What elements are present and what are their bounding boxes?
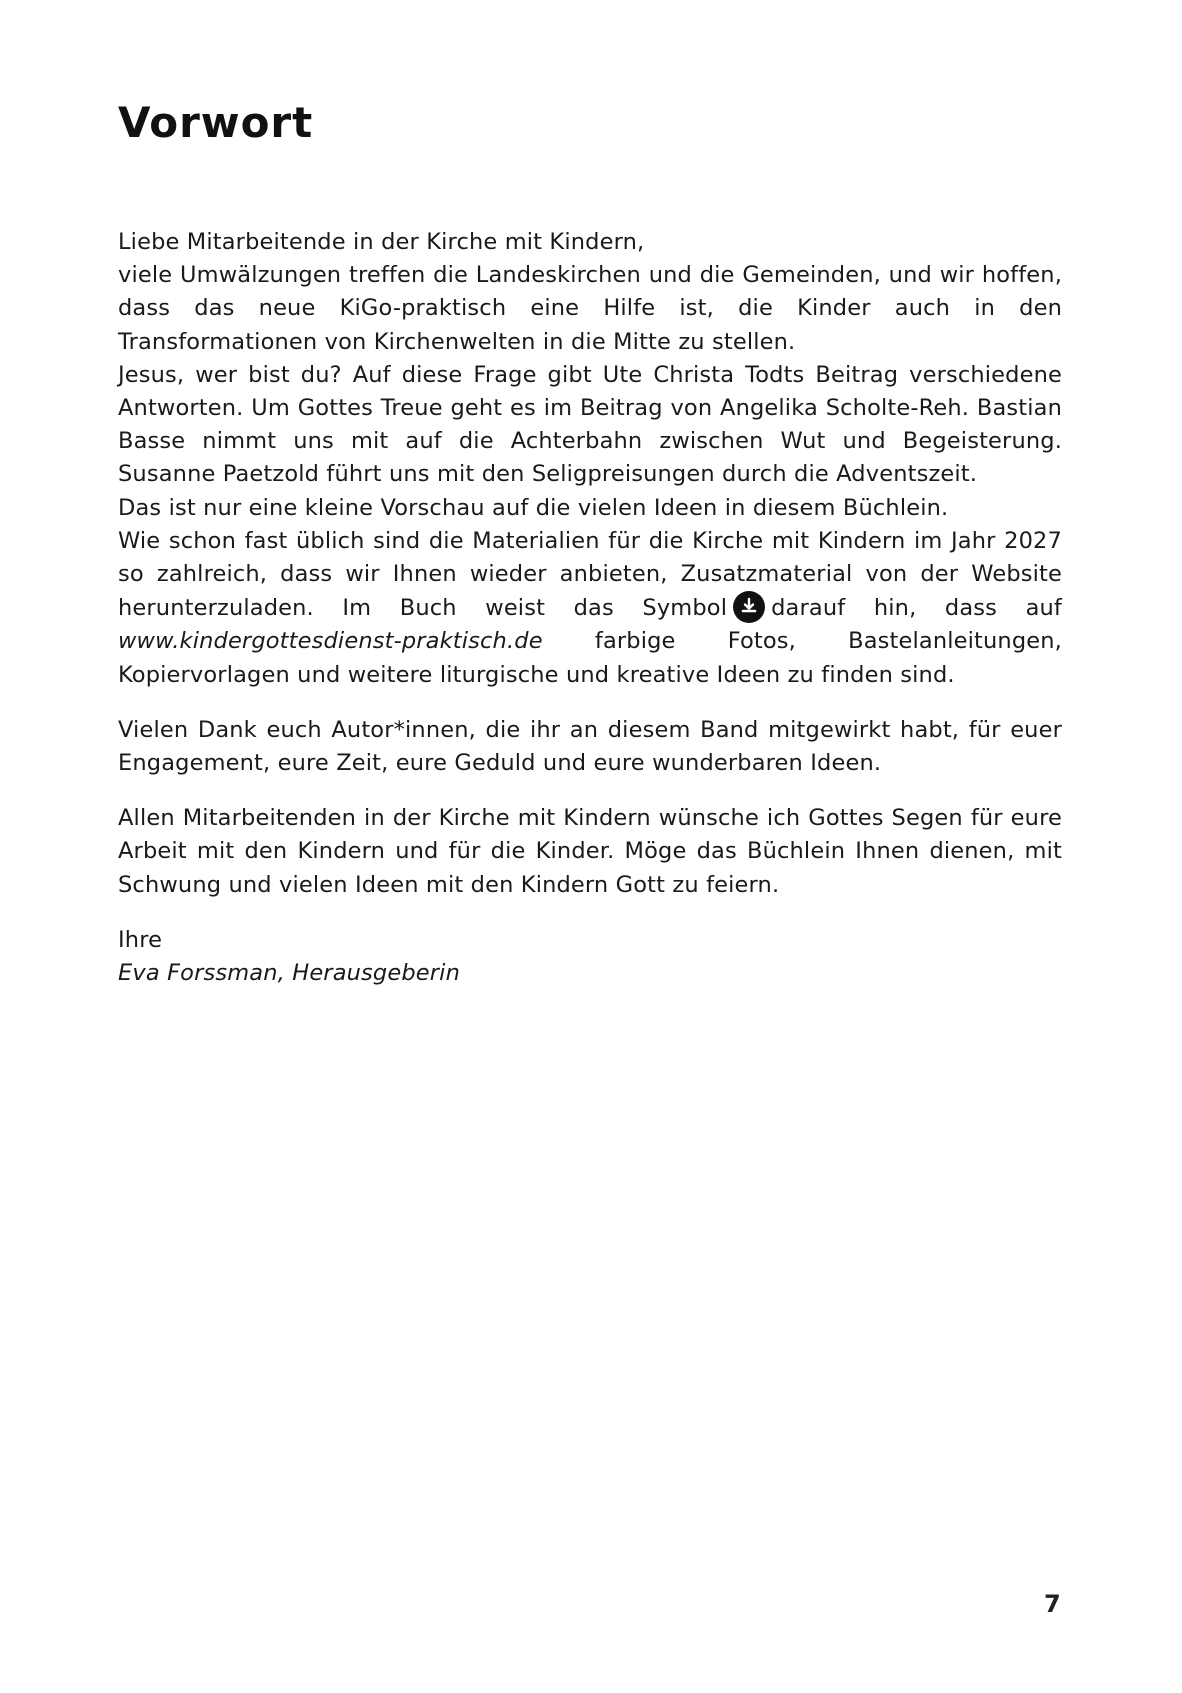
paragraph-blessing: Allen Mitarbeitenden in der Kirche mit Kindern wünsche ich Gottes Segen für eure Arbeit mit den Kindern und für die Kinder. Möge das Büchlein Ihnen dienen, mit Schwung und vielen Ideen mit den Kindern Gott zu feiern. [118, 805, 1062, 898]
download-icon [733, 591, 765, 623]
paragraph-thanks: Vielen Dank euch Autor*innen, die ihr an diesem Band mitgewirkt habt, für euer Engagement, eure Zeit, eure Geduld und eure wunderbaren Ideen. [118, 716, 1062, 777]
salutation: Liebe Mitarbeitende in der Kirche mit Kindern, [118, 229, 645, 255]
closing: Ihre [118, 926, 163, 953]
page-number: 7 [1044, 1590, 1061, 1618]
website-link[interactable]: www.kindergottesdienst-praktisch.de [118, 628, 543, 655]
paragraph-materials [118, 525, 1062, 692]
page-title: Vorwort [118, 98, 314, 147]
materials-text-c: farbige Fotos, Bastelanleitungen, Kopiervorlagen und weitere liturgische und kreative Ideen zu finden sind. [118, 628, 1062, 688]
foreword-body [118, 226, 1062, 990]
signature: Eva Forssman, Herausgeberin [118, 960, 460, 987]
materials-text-a: Wie schon fast üblich sind die Materialien für die Kirche mit Kindern im Jahr 2027 so zahlreich, dass wir Ihnen wieder anbieten, Zusatzmaterial von der Website herunterzuladen. Im Buch weist das Symbol [118, 527, 1062, 622]
paragraph-intro: viele Umwälzungen treffen die Landeskirchen und die Gemeinden, und wir hoffen, dass das neue KiGo-praktisch eine Hilfe ist, die Kinder auch in den Transformationen von Kirchenwelten in die Mitte zu stellen. [118, 262, 1062, 355]
paragraph-contributions: Jesus, wer bist du? Auf diese Frage gibt Ute Christa Todts Beitrag verschiedene Antworten. Um Gottes Treue geht es im Beitrag von Angelika Scholte-Reh. Bastian Basse nimmt uns mit auf die Achterbahn zwischen Wut und Begeisterung. Susanne Paetzold führt uns mit den Seligpreisungen durch die Adventszeit. [118, 361, 1062, 488]
materials-text-b: darauf hin, dass auf [771, 595, 1063, 622]
paragraph-preview: Das ist nur eine kleine Vorschau auf die vielen Ideen in diesem Büchlein. [118, 494, 949, 521]
